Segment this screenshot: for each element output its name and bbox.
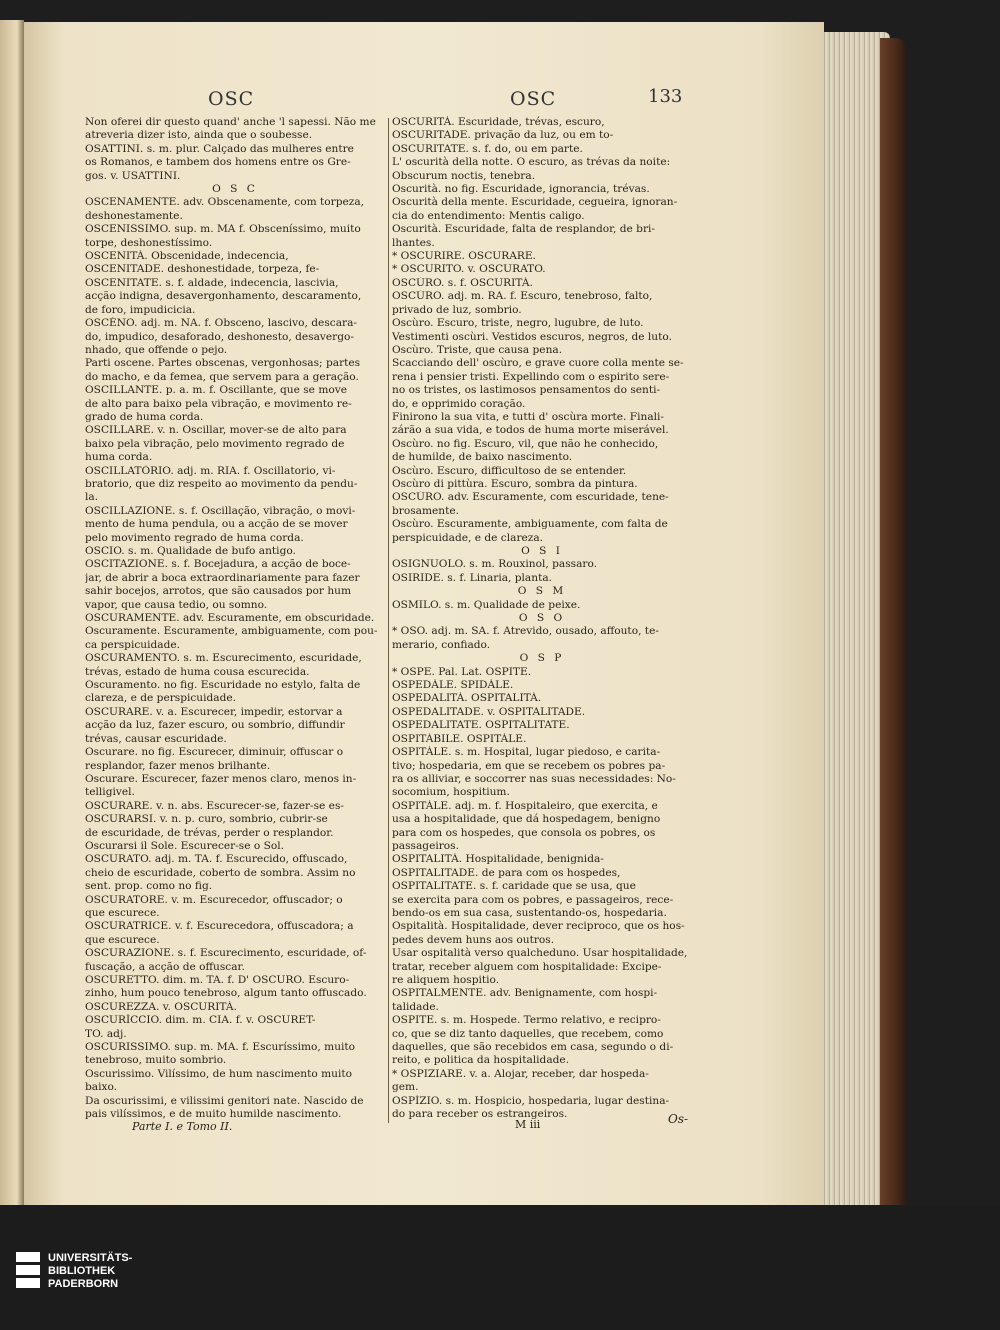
text-line: Obscurum noctis, tenebra. [392, 169, 536, 182]
text-line: privado de luz, sombrio. [392, 303, 522, 316]
text-line: trévas, causar escuridade. [85, 732, 227, 745]
right-column [392, 116, 692, 1121]
text-line: de alto para baixo pela vibração, e movimento re- [85, 397, 352, 410]
text-line: gos. v. USATTINI. [85, 169, 181, 182]
page-number: 133 [648, 86, 683, 107]
text-line: no os tristes, os lastimosos pensamentos do senti- [392, 384, 661, 397]
text-line: baixo pela vibração, pelo movimento regrado de [85, 437, 345, 450]
text-line: Oscùro. Escuramente, ambiguamente, com falta de [392, 518, 668, 531]
text-line: Parti oscene. Partes obscenas, vergonhosas; partes [85, 357, 361, 370]
text-line: OSPEDALITÀ. OSPITALITÀ. [392, 692, 542, 705]
text-line: OSCURITADE. privação da luz, ou em to- [392, 129, 614, 142]
column-divider [388, 118, 389, 1123]
text-line: OSPITALITATE. s. f. caridade que se usa, que [392, 880, 636, 893]
text-line: OSCURITÀ. Escuridade, trévas, escuro, [392, 116, 605, 128]
text-line: rena i pensier tristi. Expellindo com o espirito sere- [392, 370, 670, 383]
text-line: O S O [518, 612, 566, 625]
text-line: * OSCURITO. v. OSCURATO. [392, 263, 546, 276]
text-line: co, que se diz tanto daquelles, que recebem, como [392, 1027, 664, 1040]
text-line: lhantes. [392, 236, 435, 249]
text-line: do macho, e da femea, que servem para a geração. [85, 370, 359, 383]
text-line: OSCURISSIMO. sup. m. MA. f. Escuríssimo, muito [85, 1041, 356, 1054]
text-line: OSCURARSI. v. n. p. curo, sombrio, cubrir-se [85, 813, 328, 826]
text-line: reito, e politica da hospitalidade. [392, 1054, 570, 1067]
text-line: Ospitalità. Hospitalidade, dever reciproco, que os hos- [392, 920, 685, 933]
text-line: OSCURAMENTO. s. m. Escurecimento, escuridade, [85, 652, 362, 665]
text-line: Oscurare. Escurecer, fazer menos claro, menos in- [85, 772, 357, 785]
text-line: OSCÙRO. adj. m. RA. f. Escuro, tenebroso, falto, [392, 290, 653, 303]
text-line: merario, confiado. [392, 638, 491, 651]
text-line: OSCÙRO. adv. Escuramente, com escuridade, tene- [392, 491, 669, 504]
text-line: sent. prop. como no fig. [85, 880, 213, 893]
text-line: OSCURAZIONE. s. f. Escurecimento, escuridade, of- [85, 947, 367, 960]
text-line: Oscùro di pittùra. Escuro, sombra da pintura. [392, 477, 638, 490]
text-line: OSIGNUOLO. s. m. Rouxinol, passaro. [392, 558, 598, 571]
logo-line: PADERBORN [48, 1278, 119, 1290]
text-line: Oscuramente. Escuramente, ambiguamente, com pou- [85, 625, 378, 638]
text-line: OSCIO. s. m. Qualidade de bufo antigo. [85, 545, 296, 557]
catchword: Os- [668, 1112, 689, 1126]
text-line: pelo movimento regrado de huma corda. [85, 531, 304, 544]
text-line: Oscùro. Escuro, difficultoso de se entender. [392, 464, 627, 477]
text-line: OSCUREZZA. v. OSCURITÀ. [85, 1000, 237, 1013]
text-line: de escuridade, de trévas, perder o resplandor. [85, 826, 334, 839]
text-line: de foro, impudicicia. [85, 303, 196, 316]
text-line: que escurece. [85, 906, 160, 919]
text-line: OSCENAMENTE. adv. Obscenamente, com torpeza, [85, 196, 365, 209]
text-line: zinho, hum pouco tenebroso, algum tanto offuscado. [85, 987, 367, 1000]
text-line: OSCILLAZIONE. s. f. Oscillação, vibração, o movi- [85, 504, 356, 517]
text-line: passageiros. [392, 839, 459, 852]
signature-footer: Parte I. e Tomo II. [132, 1120, 233, 1133]
running-head-right: OSC [510, 88, 557, 110]
text-line: OSPITE. s. m. Hospede. Termo relativo, e recipro- [392, 1014, 661, 1027]
text-line: atreveria dizer isto, ainda que o soubesse. [85, 129, 313, 142]
text-line: deshonestamente. [85, 209, 183, 222]
text-line: pedes devem huns aos outros. [392, 933, 555, 946]
text-line: pais vilíssimos, e de muito humilde nascimento. [85, 1108, 342, 1121]
text-line: resplandor, fazer menos brilhante. [85, 759, 271, 772]
text-line: OSPEDÀLE. SPIDÀLE. [392, 679, 514, 692]
text-line: TO. adj. [85, 1027, 127, 1040]
text-line: OSIRIDE. s. f. Linaria, planta. [392, 571, 553, 584]
text-line: OSCURATO. adj. m. TA. f. Escurecido, offuscado, [85, 853, 348, 866]
text-line: Usar ospitalità verso qualcheduno. Usar hospitalidade, [392, 947, 688, 960]
signature-mark: M iii [515, 1118, 541, 1131]
text-line: do, impudico, desaforado, deshonesto, desavergo- [85, 330, 354, 343]
text-line: Vestimenti oscùri. Vestidos escuros, negros, de luto. [392, 330, 672, 343]
text-line: jar, de abrir a boca extraordinariamente para fazer [85, 571, 360, 584]
text-line: OSPÌZIO. s. m. Hospicio, hospedaria, lugar destina- [392, 1094, 670, 1107]
text-line: OSCENITADE. deshonestidade, torpeza, fe- [85, 263, 320, 276]
text-line: fuscação, a acção de offuscar. [85, 960, 245, 973]
text-line: re aliquem hospitio. [392, 974, 500, 986]
text-line: Oscùro. Triste, que causa pena. [392, 343, 563, 356]
text-line: * OSO. adj. m. SA. f. Atrevido, ousado, affouto, te- [392, 625, 659, 638]
text-line: OSCENITÀ. Obscenidade, indecencia, [85, 250, 289, 263]
text-line: la. [85, 491, 99, 504]
text-line: OSCÈNO. adj. m. NA. f. Obsceno, lascivo, descara- [85, 317, 357, 330]
text-line: cia do entendimento: Mentis caligo. [392, 209, 585, 222]
text-line: OSCENITATE. s. f. aldade, indecencia, lascivia, [85, 276, 339, 289]
text-line: OSCURARE. v. n. abs. Escurecer-se, fazer-se es- [85, 799, 344, 812]
text-line: os Romanos, e tambem dos homens entre os Gre- [85, 156, 351, 169]
running-head-left: OSC [208, 88, 255, 110]
text-line: O S P [519, 652, 565, 665]
text-line: clareza, e de perspicuidade. [85, 692, 237, 705]
text-line: OSPITALITADE. de para com os hospedes, [392, 866, 621, 879]
text-line: do, e opprimido coração. [392, 397, 526, 410]
text-line: OSPEDALITATE. OSPITALITATE. [392, 719, 570, 732]
text-line: OSCILLATÒRIO. adj. m. RIA. f. Oscillatorio, vi- [85, 464, 336, 477]
text-line: daquelles, que são recebidos em casa, segundo o di- [392, 1041, 674, 1054]
text-line: OSCURETTO. dim. m. TA. f. D' OSCURO. Escuro- [85, 974, 350, 986]
text-line: huma corda. [85, 451, 153, 464]
text-line: * OSPIZIARE. v. a. Alojar, receber, dar hospeda- [392, 1067, 649, 1080]
text-line: O S I [521, 545, 563, 557]
text-line: OSCURÌCCIO. dim. m. CIA. f. v. OSCURET- [85, 1014, 316, 1027]
text-line: OSPITÀBILE. OSPITÀLE. [392, 732, 527, 745]
text-line: brosamente. [392, 504, 460, 517]
text-line: que escurece. [85, 933, 160, 946]
text-line: L' oscurità della notte. O escuro, as trévas da noite: [392, 156, 671, 169]
text-line: Oscurità. Escuridade, falta de resplandor, de bri- [392, 223, 655, 236]
text-line: se exercita para com os pobres, e passageiros, rece- [392, 893, 674, 906]
text-line: Oscurare. no fig. Escurecer, diminuir, offuscar o [85, 746, 344, 759]
text-line: OSCURATORE. v. m. Escurecedor, offuscador; o [85, 893, 343, 906]
text-line: OSPITALITÀ. Hospitalidade, benignida- [392, 853, 604, 866]
text-line: tratar, receber alguem com hospitalidade: Excipe- [392, 960, 662, 973]
text-line: Oscurità della mente. Escuridade, cegueira, ignoran- [392, 196, 678, 209]
text-line: telligivel. [85, 786, 135, 799]
logo-mark-icon [16, 1252, 40, 1302]
text-line: OSCURARE. v. a. Escurecer, impedir, estorvar a [85, 705, 343, 718]
text-line: OSMILO. s. m. Qualidade de peixe. [392, 598, 581, 611]
text-line: OSPITÀLE. adj. m. f. Hospitaleiro, que exercita, e [392, 799, 658, 812]
text-line: nhado, que offende o pejo. [85, 343, 228, 356]
text-line: Oscurarsi il Sole. Escurecer-se o Sol. [85, 839, 285, 852]
text-line: sahir bocejos, arrotos, que são causados por hum [85, 585, 352, 598]
text-line: talidade. [392, 1000, 439, 1013]
text-line: baixo. [85, 1081, 118, 1094]
text-line: OSCURATRICE. v. f. Escurecedora, offuscadora; a [85, 920, 354, 933]
text-line: tivo; hospedaria, em que se recebem os pobres pa- [392, 759, 666, 772]
text-line: OSCURITATE. s. f. do, ou em parte. [392, 142, 583, 155]
text-line: * OSCURIRE. OSCURARE. [392, 250, 536, 263]
text-line: acção da luz, fazer escuro, ou sombrio, diffundir [85, 719, 345, 732]
text-line: * OSPE. Pal. Lat. OSPITE. [392, 665, 532, 678]
text-line: Finirono la sua vita, e tutti d' oscùra morte. Finali- [392, 410, 665, 423]
logo-text [48, 1252, 132, 1291]
text-line: OSPITALMENTE. adv. Benignamente, com hospi- [392, 987, 658, 1000]
text-line: grado de huma corda. [85, 410, 204, 423]
text-line: OSPEDALITADE. v. OSPITALITADE. [392, 705, 586, 718]
text-line: OSPITÀLE. s. m. Hospital, lugar piedoso, e carita- [392, 746, 661, 759]
library-logo [16, 1252, 132, 1302]
text-line: para com os hospedes, que consola os pobres, os [392, 826, 656, 839]
text-line: ra os alliviar, e soccorrer nas suas necessidades: No- [392, 772, 676, 785]
text-line: trévas, estado de huma cousa escurecida. [85, 665, 310, 678]
text-line: O S M [517, 585, 567, 598]
text-line: OSCILLARE. v. n. Oscillar, mover-se de alto para [85, 424, 347, 437]
text-line: acção indigna, desavergonhamento, descaramento, [85, 290, 362, 303]
text-line: Oscurissimo. Vilíssimo, de hum nascimento muito [85, 1067, 353, 1080]
text-line: OSCÙRO. s. f. OSCURITÀ. [392, 276, 533, 289]
text-line: de humilde, de baixo nascimento. [392, 451, 573, 464]
left-column [85, 116, 385, 1121]
text-line: Oscuramento. no fig. Escuridade no estylo, falta de [85, 679, 361, 692]
text-line: cheio de escuridade, coberto de sombra. Assim no [85, 866, 356, 879]
text-line: Oscurità. no fig. Escuridade, ignorancia, trévas. [392, 183, 650, 196]
text-line: gem. [392, 1081, 419, 1094]
text-line: O S C [212, 183, 258, 196]
text-line: usa a hospitalidade, que dá hospedagem, benigno [392, 813, 661, 826]
text-line: zárão a sua vida, e todos de huma morte miserável. [392, 424, 669, 437]
text-line: ca perspicuidade. [85, 638, 180, 651]
text-line: OSCURAMENTE. adv. Escuramente, em obscuridade. [85, 612, 375, 625]
previous-page-edge [0, 20, 24, 1208]
background-shadow [0, 1205, 1000, 1330]
text-line: Non oferei dir questo quand' anche 'l sapessi. Não me [85, 116, 376, 128]
book-cover [880, 38, 906, 1214]
logo-line: UNIVERSITÄTS- [48, 1252, 133, 1264]
logo-line: BIBLIOTHEK [48, 1265, 116, 1277]
text-line: Scacciando dell' oscùro, e grave cuore colla mente se- [392, 357, 684, 370]
text-line: OSCITAZIONE. s. f. Bocejadura, a acção de boce- [85, 558, 351, 571]
text-line: perspicuidade, e de clareza. [392, 531, 544, 544]
text-line: bendo-os em sua casa, sustentando-os, hospedaria. [392, 906, 667, 919]
text-line: OSCILLANTE. p. a. m. f. Oscillante, que se move [85, 384, 347, 397]
text-line: bratorio, que diz respeito ao movimento da pendu- [85, 477, 358, 490]
text-line: vapor, que causa tedio, ou somno. [85, 598, 268, 611]
text-line: OSCENISSIMO. sup. m. MA f. Obsceníssimo, muito [85, 223, 361, 236]
text-line: Da oscurissimi, e vilissimi genitori nate. Nascido de [85, 1094, 364, 1107]
text-line: Oscùro. no fig. Escuro, vil, que não he conhecido, [392, 437, 659, 450]
text-line: torpe, deshonestíssimo. [85, 236, 213, 249]
text-line: OSATTINI. s. m. plur. Calçado das mulheres entre [85, 142, 354, 155]
text-line: do para receber os estrangeiros. [392, 1108, 568, 1121]
text-line: tenebroso, muito sombrio. [85, 1054, 227, 1067]
text-line: Oscùro. Escuro, triste, negro, lugubre, de luto. [392, 317, 644, 330]
text-line: socomium, hospitium. [392, 786, 510, 799]
text-line: mento de huma pendula, ou a acção de se mover [85, 518, 348, 531]
